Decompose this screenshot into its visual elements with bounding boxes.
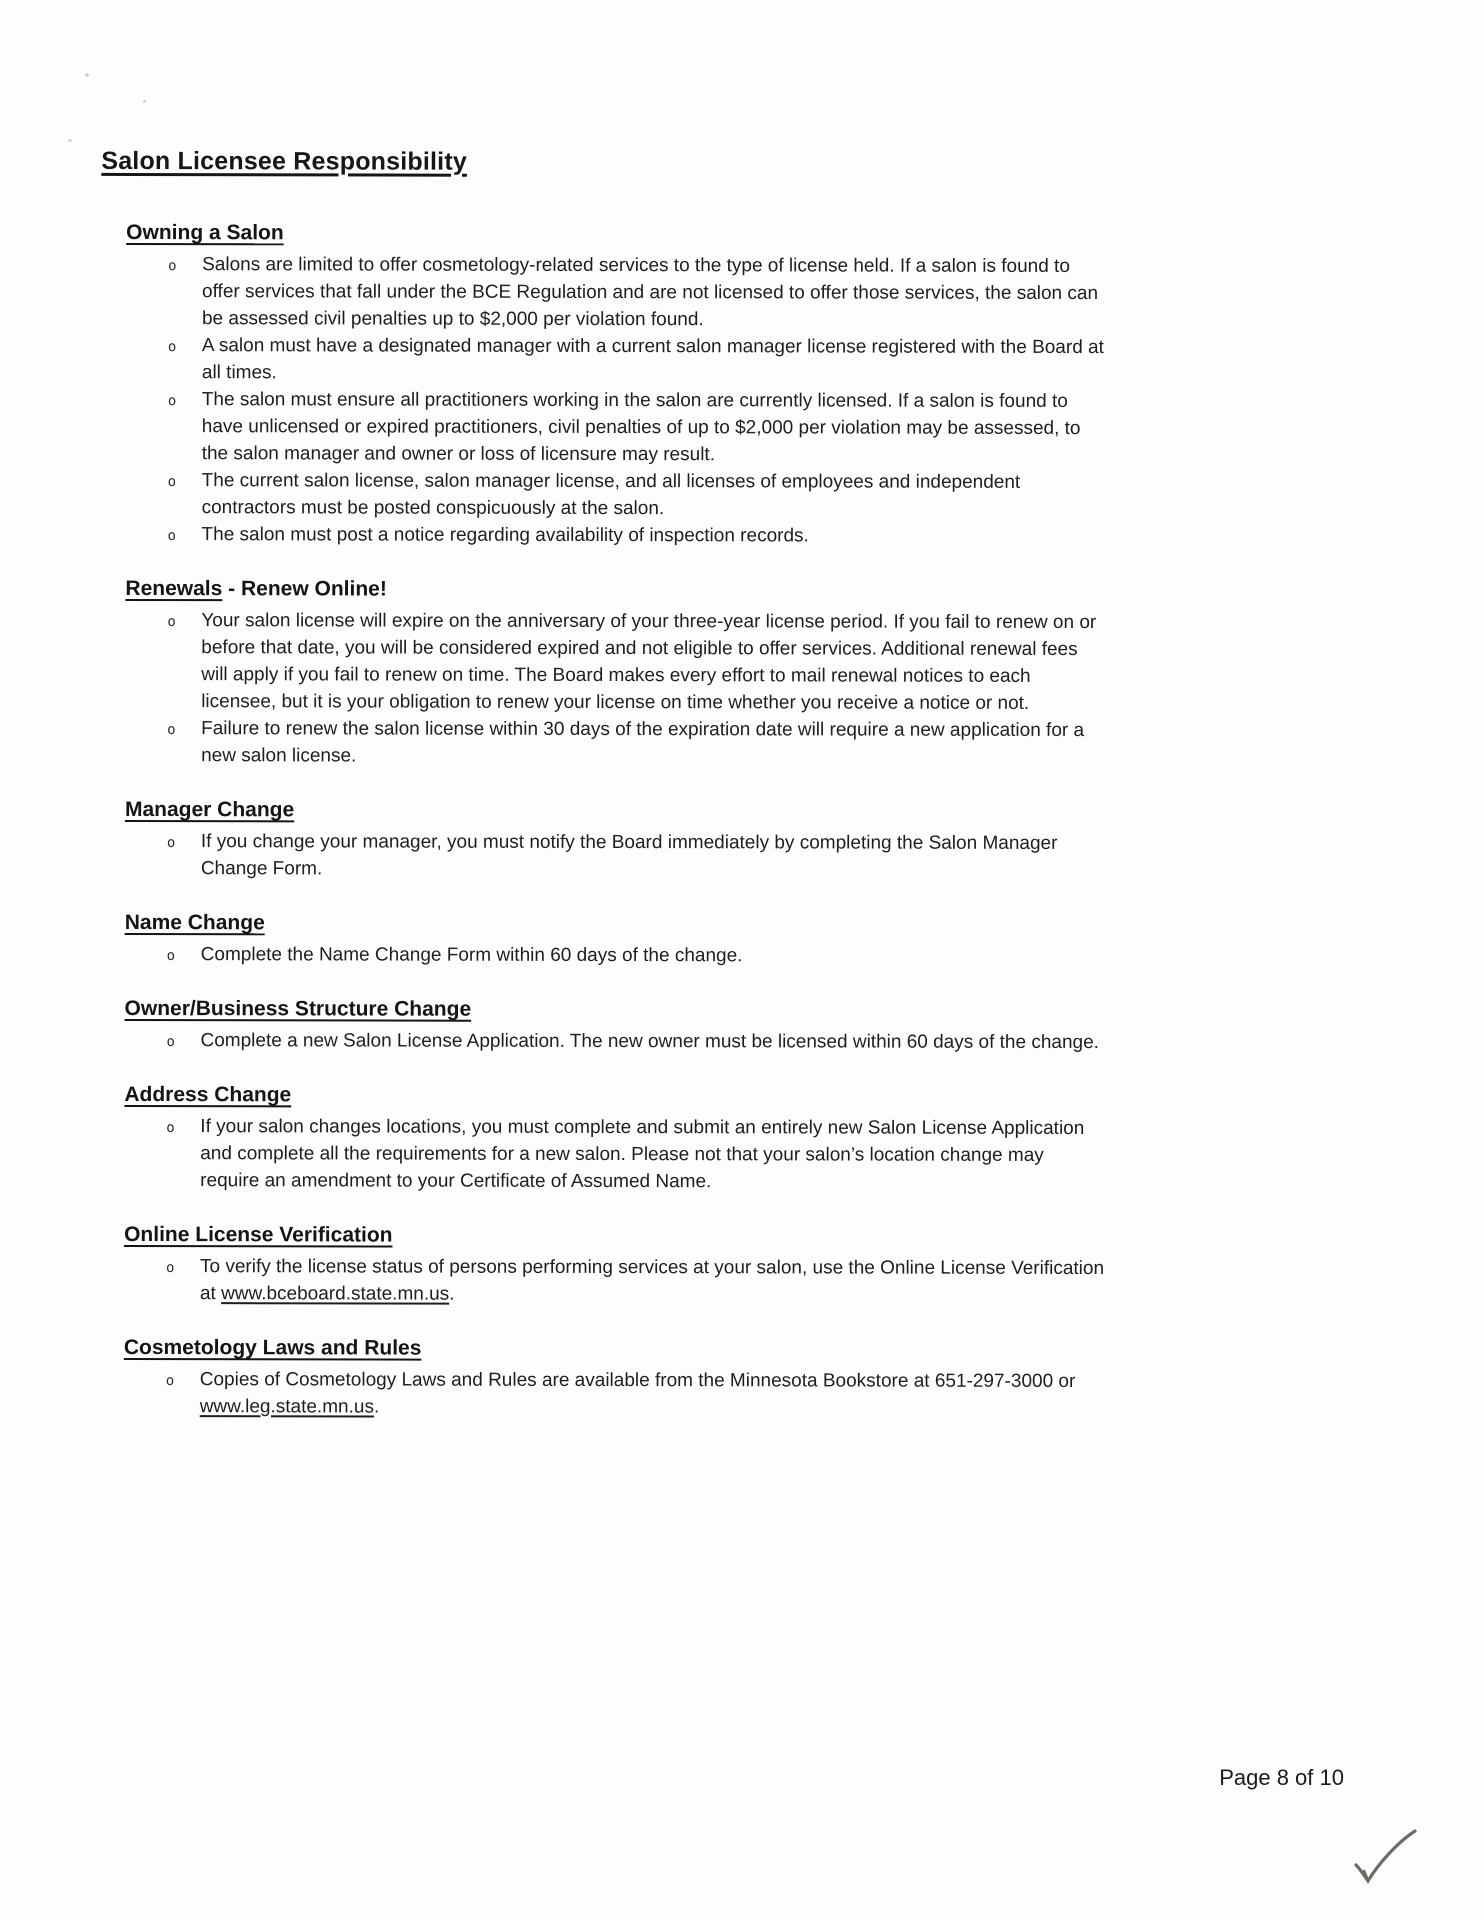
- page-title: Salon Licensee Responsibility: [101, 146, 468, 176]
- scan-artifact: [85, 73, 89, 77]
- list-item: [126, 251, 1131, 334]
- bullet-list: [125, 607, 1130, 771]
- bullet-text: [200, 1253, 1105, 1309]
- page-number: Page 8 of 10: [1219, 1765, 1344, 1790]
- bullet-marker: o: [166, 1034, 175, 1051]
- document-content: [99, 147, 1132, 1450]
- list-item: [124, 1027, 1129, 1056]
- section-heading: [125, 797, 1130, 825]
- section-heading: [124, 1335, 1129, 1363]
- section: [124, 1082, 1129, 1196]
- bullet-text: [201, 941, 1106, 970]
- section-heading: [124, 1222, 1129, 1250]
- bullet-marker: o: [165, 1373, 175, 1390]
- section: [125, 576, 1130, 771]
- section: [125, 910, 1130, 970]
- section-heading: [125, 576, 1130, 604]
- bullet-text: [200, 1113, 1105, 1196]
- bullet-text-tail: .: [373, 1396, 380, 1418]
- bullet-list: [124, 1253, 1129, 1309]
- bullet-text-segment: The current salon license, salon manager license, and all licenses of employees and independent contractors must be posted conspicuously at the salon.: [201, 470, 1021, 520]
- bullet-text-tail: .: [449, 1283, 455, 1305]
- section-heading-text: Name Change: [124, 910, 265, 935]
- list-item: [124, 1113, 1129, 1196]
- bullet-marker: o: [167, 528, 177, 545]
- scan-artifact: [68, 139, 72, 142]
- bullet-marker: o: [167, 474, 177, 491]
- list-item: [125, 941, 1130, 970]
- section: [124, 1335, 1129, 1422]
- list-item: [126, 332, 1131, 388]
- section-heading-text: Owner/Business Structure Change: [124, 996, 472, 1021]
- bullet-text-segment: Complete the Name Change Form within 60 days of the change.: [200, 944, 743, 967]
- bullet-text-segment: Failure to renew the salon license within 30 days of the expiration date will require a new application for a new salon license.: [201, 718, 1085, 767]
- bullet-marker: o: [166, 1120, 175, 1137]
- bullet-marker: o: [167, 339, 177, 356]
- section-heading: [124, 1082, 1129, 1110]
- section-heading-text: Owning a Salon: [126, 220, 284, 245]
- bullet-marker: o: [167, 722, 176, 739]
- bullet-list: [124, 1113, 1129, 1196]
- sections: [99, 220, 1132, 1422]
- bullet-text-segment: A salon must have a designated manager with a current salon manager license registered with the Board at all times.: [201, 335, 1104, 384]
- bullet-text: [202, 521, 1107, 550]
- list-item: [125, 607, 1130, 717]
- section: [126, 220, 1132, 550]
- bullet-text: [202, 332, 1107, 388]
- bullet-text-segment: Your salon license will expire on the anniversary of your three-year license period. If you fail to renew on or before that date, you will be considered expired and not eligible to offer services. Additional renewal fees will apply if you fail to renew on time. The Board makes every effort to mail renewal notices to each licensee, but it is your obligation to renew your license on time whether you receive a notice or not.: [201, 610, 1097, 714]
- url-link: www.leg.state.mn.us: [199, 1396, 374, 1418]
- bullet-text-segment: Salons are limited to offer cosmetology-related services to the type of license held. If a salon is found to offer services that fall under the BCE Regulation and are not licensed to offer those services, the salon can be assessed civil penalties up to $2,000 per violation found.: [201, 254, 1099, 331]
- list-item: [126, 467, 1131, 523]
- bullet-text: [201, 715, 1106, 771]
- bullet-marker: o: [166, 948, 176, 965]
- bullet-marker: o: [165, 1260, 175, 1277]
- bullet-list: [124, 1366, 1129, 1422]
- bullet-marker: o: [167, 393, 177, 410]
- url-link: www.bceboard.state.mn.us: [221, 1283, 450, 1305]
- bullet-text: [202, 386, 1107, 469]
- bullet-list: [125, 828, 1130, 884]
- bullet-marker: o: [167, 614, 176, 631]
- bullet-text: [200, 1027, 1105, 1056]
- bullet-text-segment: The salon must post a notice regarding availability of inspection records.: [201, 524, 809, 547]
- bullet-marker: o: [166, 835, 176, 852]
- section-heading-text: Address Change: [124, 1082, 292, 1107]
- bullet-text-segment: To verify the license status of persons performing services at your salon, use the Online License Verification at: [199, 1256, 1105, 1305]
- section-heading-suffix: - Renew Online!: [222, 577, 387, 601]
- bullet-text: [202, 467, 1107, 523]
- bullet-list: [126, 251, 1132, 550]
- bullet-text-segment: If your salon changes locations, you must complete and submit an entirely new Salon License Application and complete all the requirements for a new salon. Please not that your salon’s location change may require an amendment to your Certificate of Assumed Name.: [200, 1116, 1085, 1193]
- bullet-text: [201, 607, 1106, 717]
- list-item: [126, 386, 1131, 469]
- list-item: [124, 1253, 1129, 1309]
- section-heading-text: Manager Change: [124, 797, 295, 822]
- bullet-text-segment: The salon must ensure all practitioners working in the salon are currently licensed. If a salon is found to have unlicensed or expired practitioners, civil penalties of up to $2,000 per violation may be assessed, to the salon manager and owner or loss of licensure may result.: [201, 389, 1081, 466]
- section-heading-text: Cosmetology Laws and Rules: [123, 1335, 422, 1360]
- scan-artifact: [143, 100, 146, 103]
- section: [125, 797, 1130, 884]
- bullet-list: [124, 1027, 1129, 1056]
- section-heading-text: Renewals: [125, 576, 223, 601]
- section: [124, 996, 1129, 1056]
- bullet-text: [200, 1366, 1105, 1422]
- section-heading: [125, 996, 1130, 1024]
- bullet-list: [125, 941, 1130, 970]
- bullet-text: [201, 828, 1106, 884]
- section-heading-text: Online License Verification: [124, 1222, 393, 1247]
- bullet-text-segment: Complete a new Salon License Application. The new owner must be licensed within 60 days of the change.: [200, 1030, 1099, 1054]
- bullet-marker: o: [168, 258, 177, 275]
- handwritten-checkmark-icon: [1352, 1828, 1422, 1890]
- bullet-text-segment: If you change your manager, you must notify the Board immediately by completing the Salon Manager Change Form.: [200, 831, 1058, 880]
- list-item: [125, 828, 1130, 884]
- section-heading: [125, 910, 1130, 938]
- bullet-text: [202, 251, 1107, 334]
- list-item: [126, 521, 1131, 550]
- section: [124, 1222, 1129, 1309]
- list-item: [124, 1366, 1129, 1422]
- section-heading: [126, 220, 1131, 248]
- list-item: [125, 715, 1130, 771]
- bullet-text-segment: Copies of Cosmetology Laws and Rules are available from the Minnesota Bookstore at 651-297-3000 or: [199, 1369, 1076, 1392]
